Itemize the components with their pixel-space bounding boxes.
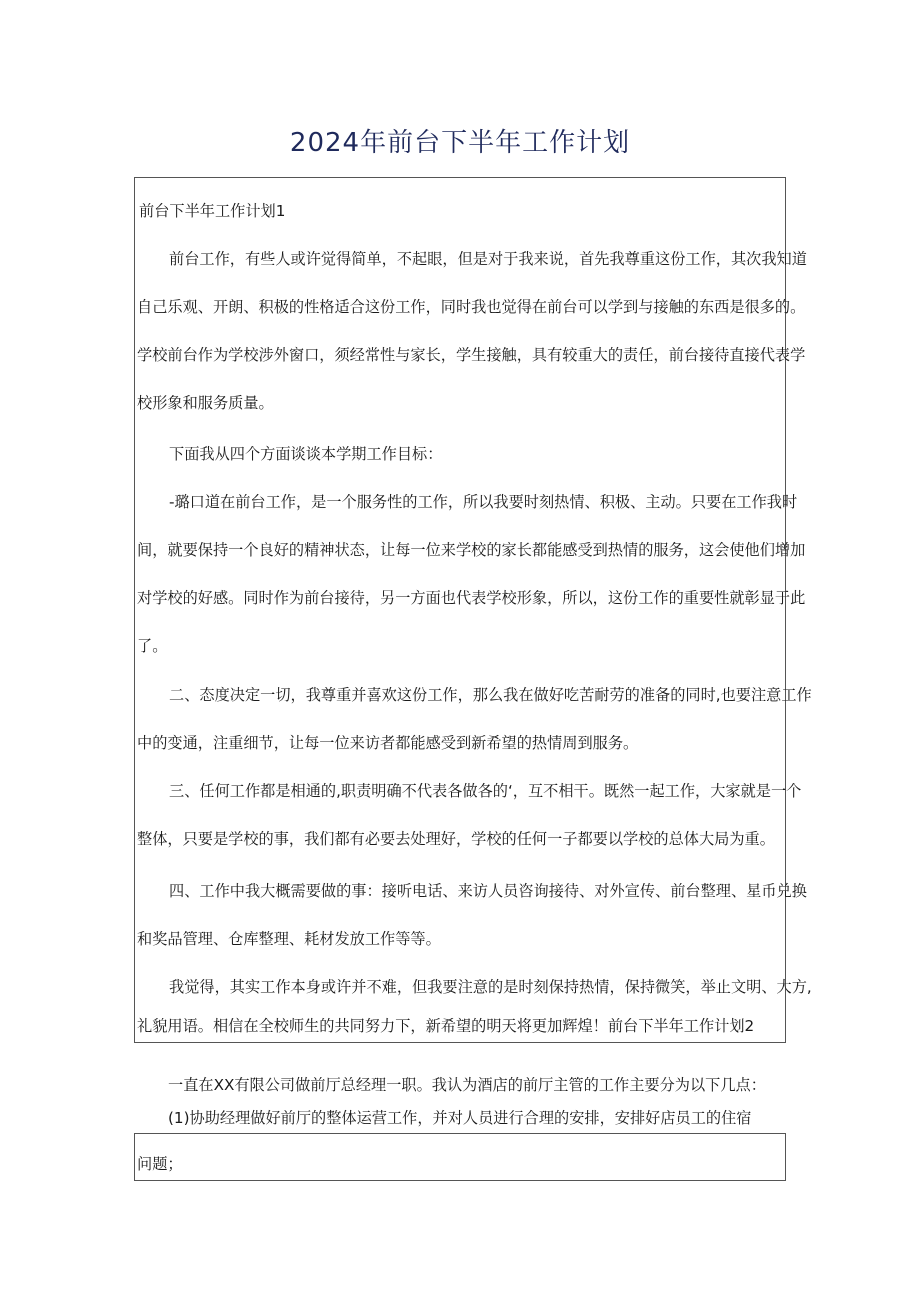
paragraph-line: 四、工作中我大概需要做的事：接听电话、来访人员咨询接待、对外宣传、前台整理、星币兑换 [169, 882, 807, 900]
paragraph-line: 礼貌用语。相信在全校师生的共同努力下，新希望的明天将更加辉煌！前台下半年工作计划2 [137, 1017, 755, 1035]
paragraph-line: 学校前台作为学校涉外窗口，须经常性与家长，学生接触，具有较重大的责任，前台接待直接代表学 [137, 346, 806, 364]
section2-intro: 一直在XX有限公司做前厅总经理一职。我认为酒店的前厅主管的工作主要分为以下几点： [168, 1076, 766, 1094]
paragraph-line: 整体，只要是学校的事，我们都有必要去处理好，学校的任何一子都要以学校的总体大局为重。 [137, 830, 775, 848]
paragraph-line: 和奖品管理、仓库整理、耗材发放工作等等。 [137, 930, 441, 948]
paragraph-line: 对学校的好感。同时作为前台接待，另一方面也代表学校形象，所以，这份工作的重要性就彰显于此 [137, 589, 806, 607]
paragraph-line: -璐口道在前台工作，是一个服务性的工作，所以我要时刻热情、积极、主动。只要在工作我时 [169, 493, 798, 511]
section2-item1-cont: 问题； [137, 1155, 183, 1173]
paragraph-line: 三、任何工作都是相通的,职责明确不代表各做各的‘，互不相干。既然一起工作，大家就是一个 [169, 782, 802, 800]
section2-box [134, 1133, 786, 1181]
paragraph-line: 前台工作，有些人或许觉得简单，不起眼，但是对于我来说，首先我尊重这份工作，其次我知道 [169, 250, 807, 268]
paragraph-line: 自己乐观、开朗、积极的性格适合这份工作，同时我也觉得在前台可以学到与接触的东西是很多的。 [137, 298, 806, 316]
paragraph-line: 校形象和服务质量。 [137, 394, 274, 412]
section1-box [134, 177, 812, 1043]
paragraph-line: 下面我从四个方面谈谈本学期工作目标： [169, 445, 443, 463]
paragraph-line: 了。 [137, 637, 168, 655]
paragraph-line: 间，就要保持一个良好的精神状态，让每一位来学校的家长都能感受到热情的服务，这会使他们增加 [137, 541, 806, 559]
document-title: 2024年前台下半年工作计划 [289, 128, 631, 158]
paragraph-line: 中的变通，注重细节，让每一位来访者都能感受到新希望的热情周到服务。 [137, 734, 639, 752]
section2-item1: (1)协助经理做好前厅的整体运营工作，并对人员进行合理的安排，安排好店员工的住宿 [168, 1109, 752, 1127]
paragraph-line: 我觉得，其实工作本身或许并不难，但我要注意的是时刻保持热情，保持微笑，举止文明、大方, [169, 978, 812, 996]
section1-heading: 前台下半年工作计划1 [139, 202, 286, 220]
paragraph-line: 二、态度决定一切，我尊重并喜欢这份工作，那么我在做好吃苦耐劳的准备的同时,也要注意工作 [169, 686, 812, 704]
